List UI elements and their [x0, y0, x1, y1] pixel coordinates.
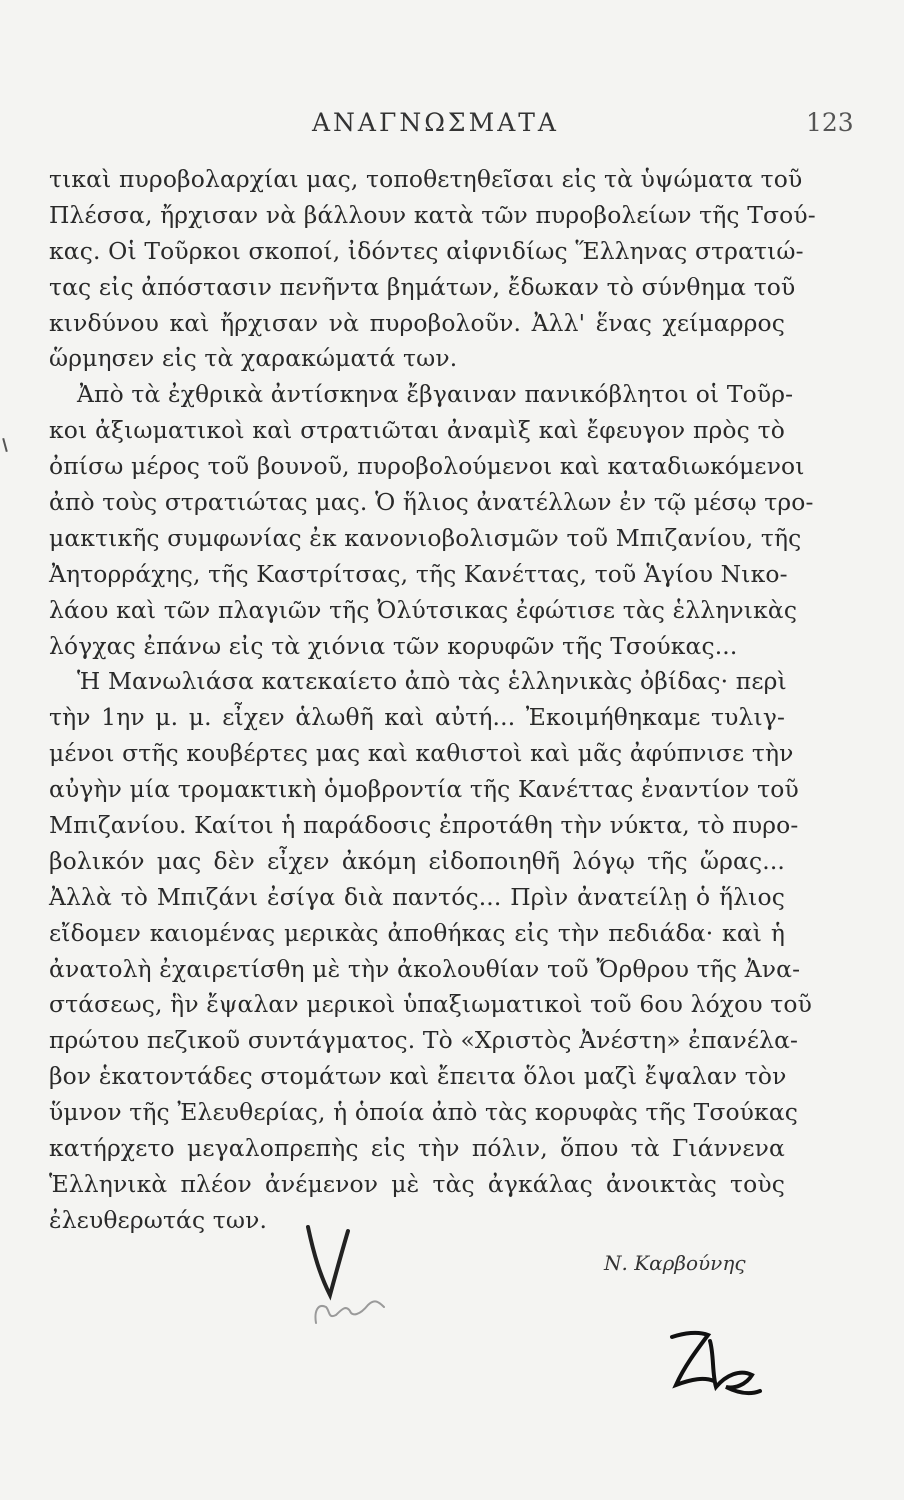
text-line: στάσεως, ἣν ἔψαλαν μερικοὶ ὑπαξιωματικοὶ τοῦ 6ου λόχου τοῦ [49, 990, 813, 1019]
text-line: ἀνατολὴ ἐχαιρετίσθη μὲ τὴν ἀκολουθίαν τοῦ Ὄρθρου τῆς Ἀνα- [49, 954, 801, 983]
text-line: Ἡ Μανωλιάσα κατεκαίετο ἀπὸ τὰς ἑλληνικὰς ὀβίδας· περὶ [77, 667, 787, 696]
text-line: ὀπίσω μέρος τοῦ βουνοῦ, πυροβολούμενοι καὶ καταδιωκόμενοι [49, 452, 805, 481]
text-line: κατήρχετο μεγαλοπρεπὴς εἰς τὴν πόλιν, ὅπου τὰ Γιάννενα [49, 1134, 785, 1163]
text-line: λάου καὶ τῶν πλαγιῶν τῆς Ὀλύτσικας ἐφώτισε τὰς ἑλληνικὰς [49, 595, 798, 624]
text-line: Ἀητορράχης, τῆς Καστρίτσας, τῆς Κανέττας, τοῦ Ἁγίου Νικο- [49, 559, 788, 588]
text-line: εἴδομεν καιομένας μερικὰς ἀποθήκας εἰς τὴν πεδιάδα· καὶ ἡ [49, 918, 785, 947]
text-line: ὕμνον τῆς Ἐλευθερίας, ἡ ὁποία ἀπὸ τὰς κορυφὰς τῆς Τσούκας [49, 1098, 799, 1127]
text-line: Ἑλληνικὰ πλέον ἀνέμενον μὲ τὰς ἀγκάλας ἀνοικτὰς τοὺς [49, 1169, 785, 1198]
text-line: βολικόν μας δὲν εἶχεν ἀκόμη εἰδοποιηθῆ λόγῳ τῆς ὥρας... [49, 846, 785, 875]
running-title: ΑΝΑΓΝΩΣΜΑΤΑ [312, 108, 559, 137]
author-signature: Ν. Καρβούνης [604, 1251, 746, 1275]
text-line: κας. Οἱ Τοῦρκοι σκοποί, ἰδόντες αἰφνιδίως Ἕλληνας στρατιώ- [49, 236, 804, 265]
text-line: κοι ἀξιωματικοὶ καὶ στρατιῶται ἀναμὶξ καὶ ἔφευγον πρὸς τὸ [49, 416, 785, 445]
text-line: αὐγὴν μία τρομακτικὴ ὁμοβροντία τῆς Κανέττας ἐναντίον τοῦ [49, 775, 799, 804]
body-text [49, 162, 816, 1239]
text-line: ὥρμησεν εἰς τὰ χαρακώματά των. [49, 344, 458, 373]
text-line: Πλέσσα, ἤρχισαν νὰ βάλλουν κατὰ τῶν πυροβολείων τῆς Τσού- [49, 200, 816, 229]
running-head [0, 108, 904, 148]
text-line: τὴν 1ην μ. μ. εἶχεν ἁλωθῆ καὶ αὐτή... Ἐκοιμήθηκαμε τυλιγ- [49, 703, 785, 732]
text-line: ἀπὸ τοὺς στρατιώτας μας. Ὁ ἥλιος ἀνατέλλων ἐν τῷ μέσῳ τρο- [49, 488, 814, 517]
text-line: βον ἑκατοντάδες στομάτων καὶ ἔπειτα ὅλοι μαζὶ ἔψαλαν τὸν [49, 1062, 787, 1091]
text-line: Ἀπὸ τὰ ἐχθρικὰ ἀντίσκηνα ἔβγαιναν πανικόβλητοι οἱ Τοῦρ- [77, 380, 794, 409]
text-line: λόγχας ἐπάνω εἰς τὰ χιόνια τῶν κορυφῶν τῆς Τσούκας... [49, 631, 738, 660]
text-line: Ἀλλὰ τὸ Μπιζάνι ἐσίγα διὰ παντός... Πρὶν ἀνατείλῃ ὁ ἥλιος [49, 882, 785, 911]
handwritten-check-mark [290, 1215, 420, 1325]
text-line: τας εἰς ἀπόστασιν πενῆντα βημάτων, ἔδωκαν τὸ σύνθημα τοῦ [49, 272, 796, 301]
page-number: 123 [806, 108, 854, 137]
margin-mark [2, 438, 8, 452]
handwritten-scribble [662, 1315, 772, 1405]
text-line: κινδύνου καὶ ἤρχισαν νὰ πυροβολοῦν. Ἀλλ' ἕνας χείμαρρος [49, 308, 785, 337]
text-line: ἐλευθερωτάς των. [49, 1205, 268, 1234]
text-line: τικαὶ πυροβολαρχίαι μας, τοποθετηθεῖσαι εἰς τὰ ὑψώματα τοῦ [49, 165, 803, 193]
text-line: πρώτου πεζικοῦ συντάγματος. Τὸ «Χριστὸς Ἀνέστη» ἐπανέλα- [49, 1026, 799, 1055]
text-line: μακτικῆς συμφωνίας ἐκ κανονιοβολισμῶν τοῦ Μπιζανίου, τῆς [49, 523, 802, 552]
text-line: μένοι στῆς κουβέρτες μας καὶ καθιστοὶ καὶ μᾶς ἀφύπνισε τὴν [49, 739, 794, 768]
text-line: Μπιζανίου. Καίτοι ἡ παράδοσις ἐπροτάθη τὴν νύκτα, τὸ πυρο- [49, 811, 799, 840]
